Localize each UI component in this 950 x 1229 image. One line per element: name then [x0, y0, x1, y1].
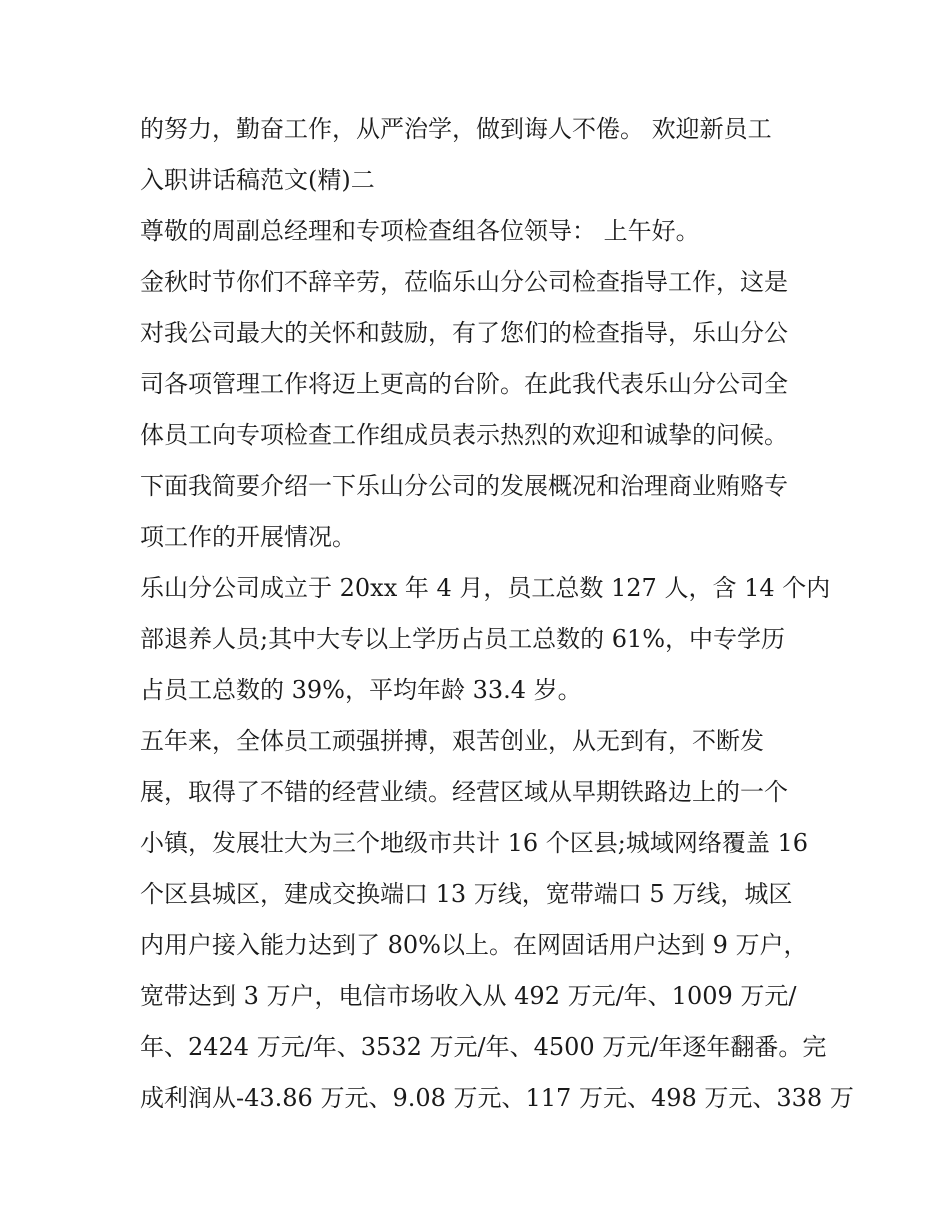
- paragraph-company-profile: [140, 563, 831, 716]
- text-line: 个区县城区，建成交换端口 13 万线，宽带端口 5 万线，城区: [140, 880, 793, 908]
- text-line: 的努力，勤奋工作，从严治学，做到诲人不倦。 欢迎新员工: [140, 115, 772, 143]
- text-line: 体员工向专项检查工作组成员表示热烈的欢迎和诚挚的问候。: [140, 421, 788, 449]
- text-line: 尊敬的周副总经理和专项检查组各位领导： 上午好。: [140, 217, 700, 245]
- text-line: 小镇，发展壮大为三个地级市共计 16 个区县;城域网络覆盖 16: [140, 829, 809, 857]
- document-body: [140, 104, 854, 1124]
- text-line: 占员工总数的 39%，平均年龄 33.4 岁。: [140, 676, 582, 704]
- text-line: 司各项管理工作将迈上更高的台阶。在此我代表乐山分公司全: [140, 370, 788, 398]
- text-line: 部退养人员;其中大专以上学历占员工总数的 61%，中专学历: [140, 625, 786, 653]
- text-line: 入职讲话稿范文(精)二: [140, 166, 375, 194]
- text-line: 下面我简要介绍一下乐山分公司的发展概况和治理商业贿赂专: [140, 472, 788, 500]
- paragraph-welcome: [140, 257, 820, 563]
- text-line: 五年来，全体员工顽强拼搏，艰苦创业，从无到有，不断发: [140, 727, 764, 755]
- text-line: 乐山分公司成立于 20xx 年 4 月，员工总数 127 人，含 14 个内: [140, 574, 831, 602]
- text-line: 年、2424 万元/年、3532 万元/年、4500 万元/年逐年翻番。完: [140, 1033, 827, 1061]
- text-line: 宽带达到 3 万户，电信市场收入从 492 万元/年、1009 万元/: [140, 982, 797, 1010]
- text-line: 内用户接入能力达到了 80%以上。在网固话用户达到 9 万户，: [140, 931, 808, 959]
- paragraph-achievements: [140, 716, 854, 1124]
- text-line: 对我公司最大的关怀和鼓励，有了您们的检查指导，乐山分公: [140, 319, 788, 347]
- text-line: 成利润从-43.86 万元、9.08 万元、117 万元、498 万元、338 万: [140, 1084, 854, 1112]
- text-line: 项工作的开展情况。: [140, 523, 356, 551]
- text-line: 金秋时节你们不辞辛劳，莅临乐山分公司检查指导工作，这是: [140, 268, 788, 296]
- paragraph-closing-and-title: [140, 104, 820, 206]
- text-line: 展，取得了不错的经营业绩。经营区域从早期铁路边上的一个: [140, 778, 788, 806]
- paragraph-salutation: [140, 206, 820, 257]
